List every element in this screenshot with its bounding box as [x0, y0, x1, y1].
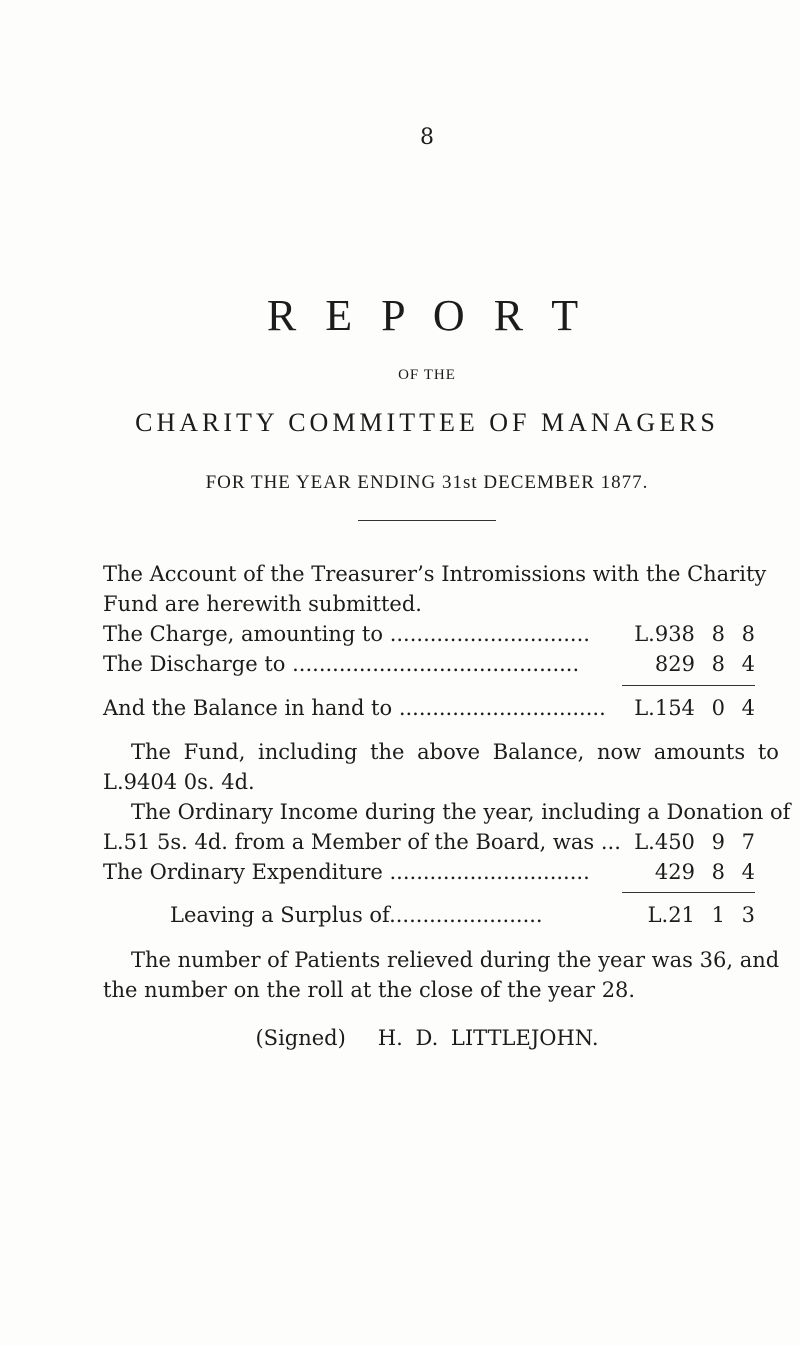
intro-line-2: Fund are herewith submitted. [103, 592, 422, 616]
surplus-label: Leaving a Surplus of....................... [170, 903, 543, 927]
year-heading: FOR THE YEAR ENDING 31st DECEMBER 1877. [205, 472, 649, 493]
balance-amount: L.154 0 4 [634, 696, 755, 720]
discharge-amount: 829 8 4 [654, 652, 755, 676]
fund-line-2: L.9404 0s. 4d. [103, 770, 255, 794]
patients-line-2: the number on the roll at the close of the year 28. [103, 978, 636, 1002]
expenditure-row [103, 857, 755, 887]
balance-row [103, 693, 755, 723]
title-connector: OF THE [398, 367, 456, 383]
charge-row [103, 619, 755, 649]
intro-line-1: The Account of the Treasurer’s Intromissions with the Charity [103, 562, 767, 586]
report-title: R E P O R T [266, 291, 588, 340]
discharge-row [103, 649, 755, 679]
committee-heading: CHARITY COMMITTEE OF MANAGERS [135, 408, 719, 437]
surplus-rule [622, 892, 755, 893]
income-row [103, 827, 755, 857]
discharge-label: The Discharge to ........................................... [103, 652, 580, 676]
surplus-row [170, 900, 755, 930]
balance-rule [622, 685, 755, 686]
balance-label: And the Balance in hand to ............................... [103, 696, 606, 720]
fund-line-1: The Fund, including the above Balance, now amounts to [131, 740, 779, 764]
signatory-name: H. D. LITTLEJOHN. [377, 1026, 599, 1050]
income-label: L.51 5s. 4d. from a Member of the Board, was ... [103, 830, 621, 854]
surplus-amount: L.21 1 3 [647, 903, 755, 927]
expenditure-amount: 429 8 4 [654, 860, 755, 884]
income-line-1: The Ordinary Income during the year, including a Donation of [131, 800, 791, 824]
charge-amount: L.938 8 8 [634, 622, 755, 646]
patients-line-1: The number of Patients relieved during the year was 36, and [131, 948, 780, 972]
expenditure-label: The Ordinary Expenditure .............................. [103, 860, 590, 884]
signature-line [0, 1026, 800, 1050]
heading-divider [358, 520, 496, 521]
page-number: 8 [420, 125, 434, 150]
income-amount: L.450 9 7 [634, 830, 755, 854]
signed-label: (Signed) [255, 1026, 346, 1050]
charge-label: The Charge, amounting to .............................. [103, 622, 590, 646]
